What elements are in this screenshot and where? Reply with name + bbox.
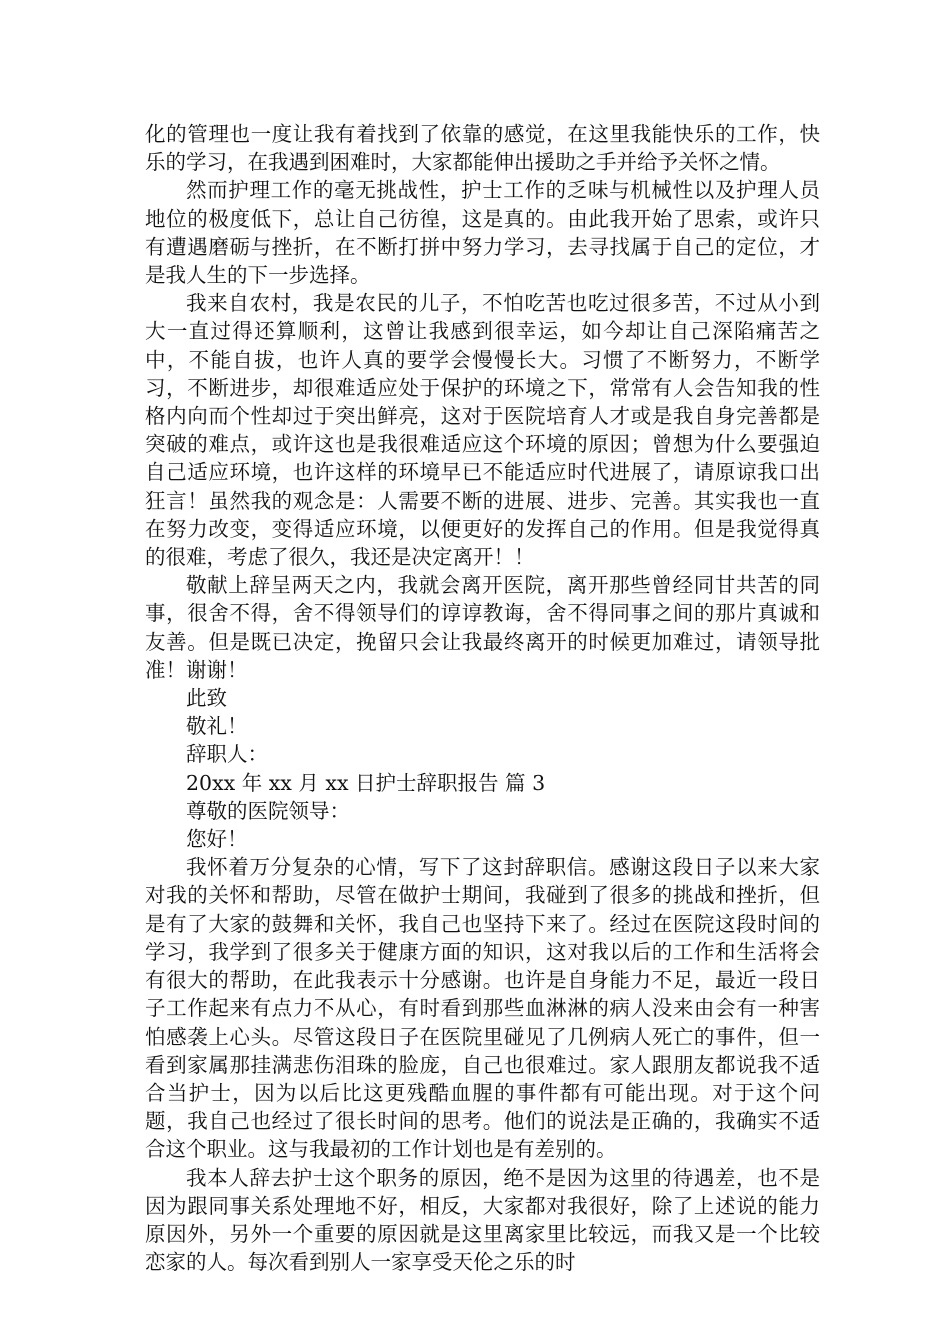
salutation: 尊敬的医院领导：: [186, 798, 350, 823]
paragraph-continuation: 化的管理也一度让我有着找到了依靠的感觉，在这里我能快乐的工作，快乐的学习，在我遇到困难时，大家都能伸出援助之手并给予关怀之情。: [145, 122, 820, 175]
paragraph: 我本人辞去护士这个职务的原因，绝不是因为这里的待遇差，也不是因为跟同事关系处理地不好，相反，大家都对我很好，除了上述说的能力原因外，另外一个重要的原因就是这里离家里比较远，而我又是一个比较恋家的人。每次看到别人一家享受天伦之乐的时: [145, 1165, 820, 1275]
signer-line: 辞职人：: [186, 742, 268, 767]
paragraph: 然而护理工作的毫无挑战性，护士工作的乏味与机械性以及护理人员地位的极度低下，总让自己彷徨，这是真的。由此我开始了思索，或许只有遭遇磨砺与挫折，在不断打拼中努力学习，去寻找属于自己的定位，才是我人生的下一步选择。: [145, 178, 820, 288]
date-heading: 20xx 年 xx 月 xx 日护士辞职报告 篇 3: [186, 770, 546, 795]
greeting: 您好！: [186, 827, 248, 852]
paragraph: 敬献上辞呈两天之内，我就会离开医院，离开那些曾经同甘共苦的同事，很舍不得，舍不得领导们的谆谆教诲，舍不得同事之间的那片真诚和友善。但是既已决定，挽留只会让我最终离开的时候更加难过，请领导批准！谢谢！: [145, 573, 820, 682]
document-body: [145, 120, 820, 1276]
paragraph: 我来自农村，我是农民的儿子，不怕吃苦也吃过很多苦，不过从小到大一直过得还算顺利，这曾让我感到很幸运，如今却让自己深陷痛苦之中，不能自拔，也许人真的要学会慢慢长大。习惯了不断努力，不断学习，不断进步，却很难适应处于保护的环境之下，常常有人会告知我的性格内向而个性却过于突出鲜亮，这对于医院培育人才或是我自身完善都是突破的难点，或许这也是我很难适应这个环境的原因；曾想为什么要强迫自己适应环境，也许这样的环境早已不能适应时代进展了，请原谅我口出狂言！虽然我的观念是：人需要不断的进展、进步、完善。其实我也一直在努力改变，变得适应环境，以便更好的发挥自己的作用。但是我觉得真的很难，考虑了很久，我还是决定离开！！: [145, 291, 820, 570]
closing-line: 此致: [186, 686, 227, 711]
paragraph: 我怀着万分复杂的心情，写下了这封辞职信。感谢这段日子以来大家对我的关怀和帮助，尽管在做护士期间，我碰到了很多的挑战和挫折，但是有了大家的鼓舞和关怀，我自己也坚持下来了。经过在医院这段时间的学习，我学到了很多关于健康方面的知识，这对我以后的工作和生活将会有很大的帮助，在此我表示十分感谢。也许是自身能力不足，最近一段日子工作起来有点力不从心，有时看到那些血淋淋的病人没来由会有一种害怕感袭上心头。尽管这段日子在医院里碰见了几例病人死亡的事件，但一看到家属那挂满悲伤泪珠的脸庞，自己也很难过。家人跟朋友都说我不适合当护士，因为以后比这更残酷血腥的事件都有可能出现。对于这个问题，我自己也经过了很长时间的思考。他们的说法是正确的，我确实不适合这个职业。这与我最初的工作计划也是有差别的。: [145, 855, 820, 1162]
closing-line: 敬礼！: [186, 714, 248, 739]
